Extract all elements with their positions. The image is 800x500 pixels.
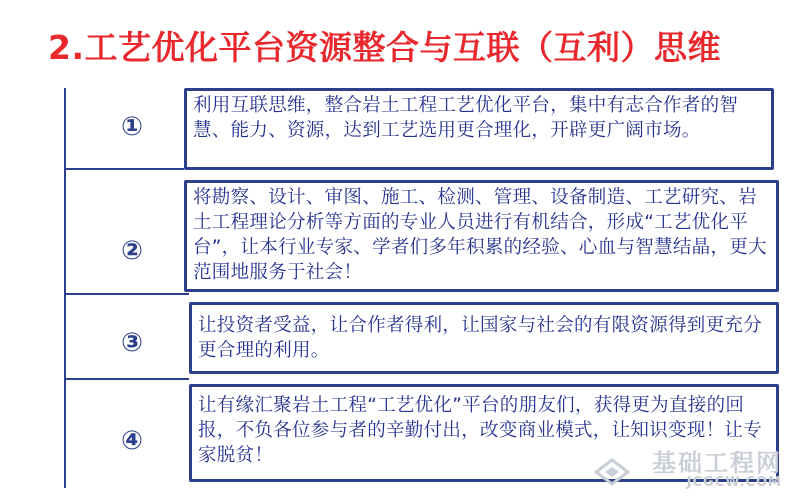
watermark [652, 450, 782, 490]
item-number-4: ④ [120, 426, 143, 456]
item-box-3: 让投资者受益，让合作者得利，让国家与社会的有限资源得到更充分更合理的利用。 [189, 302, 779, 374]
watermark-logo-icon [594, 458, 630, 486]
section-divider [64, 293, 189, 295]
page-title: 2.工艺优化平台资源整合与互联（互利）思维 [48, 28, 721, 67]
item-number-3: ③ [120, 328, 143, 358]
item-number-1: ① [120, 112, 143, 142]
item-box-2: 将勘察、设计、审图、施工、检测、管理、设备制造、工艺研究、岩土工程理论分析等方面的专业人员进行有机结合，形成“工艺优化平台”，让本行业专家、学者们多年积累的经验、心血与智慧结晶，更大范围地服务于社会！ [184, 180, 779, 292]
watermark-name: 基础工程网 [652, 449, 782, 477]
item-box-4: 让有缘汇聚岩土工程“工艺优化”平台的朋友们，获得更为直接的回报，不负各位参与者的辛勤付出，改变商业模式，让知识变现！让专家脱贫！ [189, 384, 779, 482]
watermark-url: JCGCW.COM [686, 475, 782, 490]
item-number-2: ② [120, 236, 143, 266]
item-box-1: 利用互联思维，整合岩土工程工艺优化平台，集中有志合作者的智慧、能力、资源，达到工艺选用更合理化，开辟更广阔市场。 [184, 88, 774, 170]
section-divider [64, 168, 184, 170]
section-divider [64, 378, 189, 380]
